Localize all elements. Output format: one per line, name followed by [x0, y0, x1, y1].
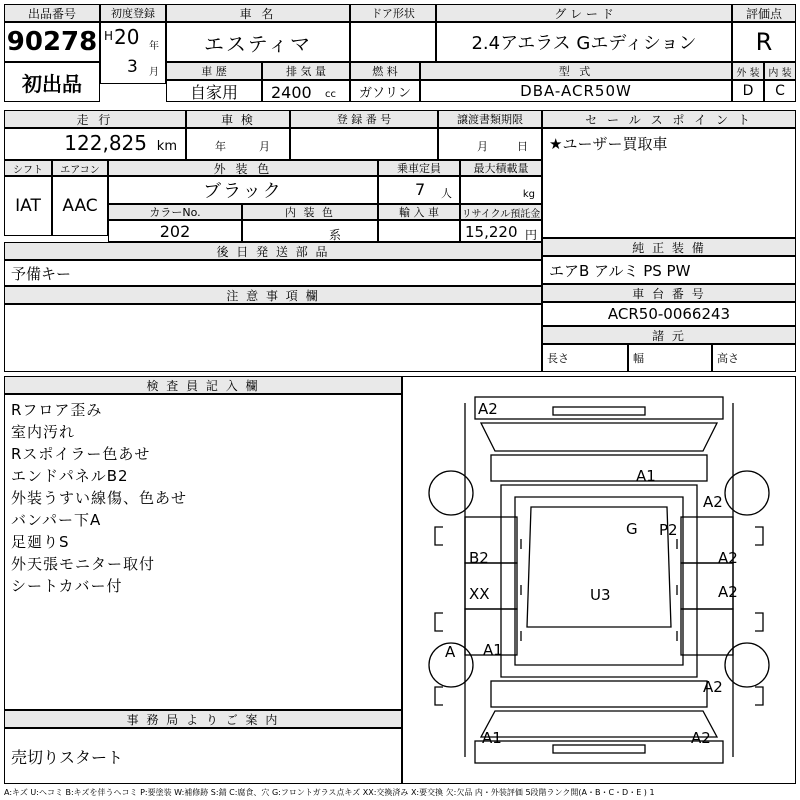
first-reg-value-cell [100, 22, 166, 84]
inspector-note-line: 外装うすい線傷、色あせ [11, 489, 188, 507]
displacement-label: 排 気 量 [262, 62, 350, 80]
damage-mark: P2 [659, 521, 678, 539]
shift-value-cell [4, 176, 52, 236]
damage-mark: A1 [482, 729, 502, 747]
lot-number-label: 出品番号 [4, 4, 100, 22]
shaken-value-cell [186, 128, 290, 160]
sales-points-value: ★ユーザー買取車 [549, 135, 668, 153]
damage-mark: U3 [590, 586, 611, 604]
damage-mark: A2 [691, 729, 711, 747]
displacement-unit: cc [325, 89, 336, 100]
width-cell [628, 344, 712, 372]
grade-value-cell [436, 22, 732, 62]
inspector-note-line: 足廻りS [11, 533, 70, 551]
model-label: 型 式 [420, 62, 732, 80]
interior-color-value-cell [242, 220, 378, 242]
model-value: DBA-ACR50W [520, 82, 632, 100]
damage-mark: XX [469, 585, 490, 603]
history-label: 車 歴 [166, 62, 262, 80]
regnum-label: 登 録 番 号 [290, 110, 438, 128]
length-label: 長さ [547, 352, 569, 365]
car-diagram-panel [402, 376, 796, 784]
dimensions-label: 諸 元 [542, 326, 796, 344]
inspector-note-line: エンドパネルB2 [11, 467, 129, 485]
regnum-value-cell [290, 128, 438, 160]
reg-year-unit: 年 [149, 41, 159, 52]
damage-mark: A2 [718, 583, 738, 601]
exterior-value-cell [732, 80, 764, 102]
inspector-note-line: バンパー下A [11, 511, 102, 529]
model-value-cell [420, 80, 732, 102]
sales-points-label: セ ー ル ス ポ イ ン ト [542, 110, 796, 128]
interior-color-unit: 系 [329, 228, 342, 242]
recycle-unit: 円 [524, 228, 537, 242]
exterior-label: 外 装 [732, 62, 764, 80]
inspector-note-line: シートカバー付 [11, 577, 123, 595]
recycle-label: リサイクル預託金 [460, 204, 542, 220]
displacement-value-cell [262, 80, 350, 102]
mileage-value-cell [4, 128, 186, 160]
reg-month-unit: 月 [149, 67, 159, 78]
transfer-value-cell [438, 128, 542, 160]
later-parts-value: 予備キー [4, 260, 542, 286]
shaken-month-unit: 月 [259, 140, 270, 153]
damage-mark: A1 [483, 641, 503, 659]
maxload-unit: kg [522, 189, 535, 200]
exterior-color-label: 外 装 色 [108, 160, 378, 176]
lot-number-value-cell [4, 22, 100, 62]
exterior-value: D [742, 83, 754, 99]
interior-value: C [775, 83, 785, 99]
chassis-value: ACR50-0066243 [542, 302, 796, 326]
interior-label: 内 装 [764, 62, 796, 80]
maxload-label: 最大積載量 [460, 160, 542, 176]
legend-footnote: A:キズ U:ヘコミ B:キズを伴うヘコミ P:要塗装 W:補修跡 S:錆 C:腐食、穴 G:フロントガラス点キズ XX:交換済み X:要交換 欠:欠品 内・外装評価 5段階ランク開(A・B・C・D・E ) 1 [4, 787, 655, 797]
mileage-label: 走 行 [4, 110, 186, 128]
transfer-day-unit: 日 [517, 140, 528, 153]
import-value-cell [378, 220, 460, 242]
first-listing-value: 初出品 [22, 71, 82, 96]
reg-era: H [104, 29, 114, 43]
car-diagram-svg [403, 377, 795, 783]
fuel-value-cell [350, 80, 420, 102]
shift-value: IAT [15, 196, 41, 216]
mileage-value: 122,825 [64, 131, 147, 155]
damage-mark: A2 [703, 493, 723, 511]
color-no-label: カラーNo. [108, 204, 242, 220]
damage-mark: B2 [469, 549, 489, 567]
fuel-value: ガソリン [358, 85, 411, 101]
car-name-value: エスティマ [204, 31, 312, 56]
inspector-note-line: Rスポイラー色あせ [11, 445, 151, 463]
shaken-year-unit: 年 [215, 140, 226, 153]
recycle-value: 15,220 [465, 223, 518, 241]
transfer-label: 譲渡書類期限 [438, 110, 542, 128]
damage-mark: A1 [636, 467, 656, 485]
car-name-label: 車 名 [166, 4, 350, 22]
exterior-color-value: ブラック [203, 181, 283, 202]
color-no-value: 202 [159, 221, 191, 241]
damage-mark: A [445, 643, 456, 661]
maxload-value-cell [460, 176, 542, 204]
width-label: 幅 [633, 352, 644, 365]
ac-value: AAC [62, 196, 98, 216]
equipment-label: 純 正 装 備 [542, 238, 796, 256]
door-shape-value-cell [350, 22, 436, 62]
grade-label: グ レ ー ド [436, 4, 732, 22]
displacement-value: 2400 [271, 83, 312, 102]
history-value: 自家用 [189, 82, 238, 102]
sales-points-value-cell [542, 128, 796, 238]
damage-mark: G [626, 520, 638, 538]
ac-label: エアコン [52, 160, 108, 176]
recycle-value-cell [460, 220, 542, 242]
inspector-note-line: 室内汚れ [11, 423, 76, 441]
seats-value-cell [378, 176, 460, 204]
shift-label: シフト [4, 160, 52, 176]
history-value-cell [166, 80, 262, 102]
fuel-label: 燃 料 [350, 62, 420, 80]
color-no-value-cell [108, 220, 242, 242]
first-reg-label: 初度登録 [100, 4, 166, 22]
later-parts-label: 後 日 発 送 部 品 [4, 242, 542, 260]
equipment-value: エアB アルミ PS PW [542, 256, 796, 284]
first-listing-cell [4, 62, 100, 102]
interior-color-label: 内 装 色 [242, 204, 378, 220]
score-value-cell [732, 22, 796, 62]
mileage-unit: km [156, 139, 177, 154]
score-value: R [755, 28, 773, 56]
interior-value-cell [764, 80, 796, 102]
ac-value-cell [52, 176, 108, 236]
office-notice-value: 売切りスタート [4, 728, 402, 784]
inspector-notes-label: 検 査 員 記 入 欄 [4, 376, 402, 394]
seats-label: 乗車定員 [378, 160, 460, 176]
notes-label: 注 意 事 項 欄 [4, 286, 542, 304]
height-cell [712, 344, 796, 372]
car-name-value-cell [166, 22, 350, 62]
door-shape-label: ドア形状 [350, 4, 436, 22]
score-label: 評価点 [732, 4, 796, 22]
grade-value: 2.4アエラス Gエディション [471, 33, 697, 54]
inspector-notes-body [4, 394, 402, 710]
damage-mark: A2 [703, 678, 723, 696]
chassis-label: 車 台 番 号 [542, 284, 796, 302]
seats-unit: 人 [441, 187, 452, 200]
import-label: 輸 入 車 [378, 204, 460, 220]
height-label: 高さ [717, 352, 739, 365]
lot-number-value: 90278 [6, 27, 98, 57]
seats-value: 7 [415, 180, 426, 199]
damage-mark: A2 [478, 400, 498, 418]
reg-year: 20 [114, 25, 140, 49]
length-cell [542, 344, 628, 372]
inspector-note-line: 外天張モニター取付 [11, 555, 156, 573]
office-notice-label: 事 務 局 よ り ご 案 内 [4, 710, 402, 728]
reg-month: 3 [127, 57, 138, 77]
exterior-color-value-cell [108, 176, 378, 204]
transfer-month-unit: 月 [477, 140, 488, 153]
damage-mark: A2 [718, 549, 738, 567]
notes-value [4, 304, 542, 372]
inspector-note-line: Rフロア歪み [11, 401, 103, 419]
shaken-label: 車 検 [186, 110, 290, 128]
